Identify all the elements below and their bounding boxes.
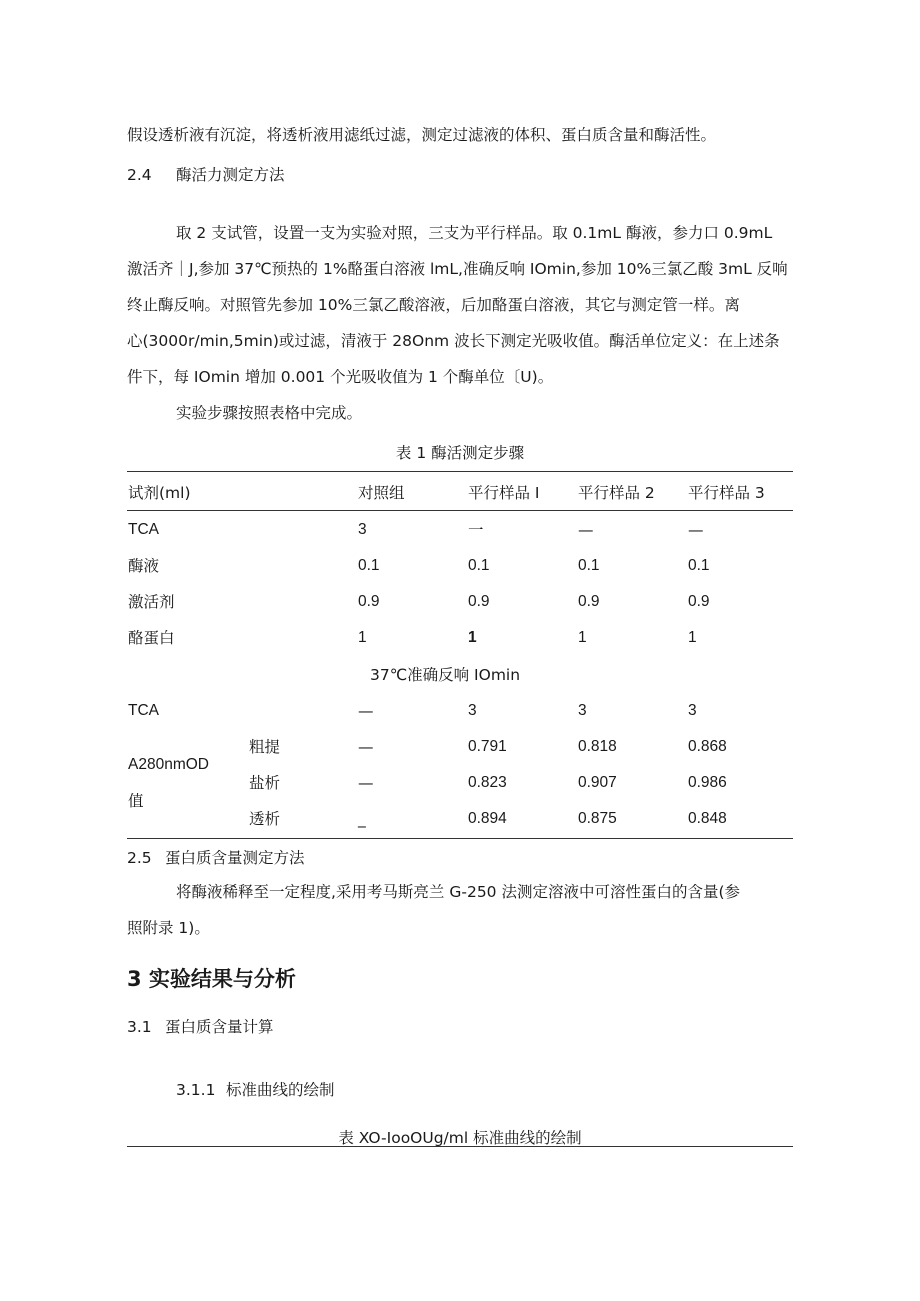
table-cell: 0.791 [468,738,507,755]
intro-line: 假设透析液有沉淀，将透析液用滤纸过滤，测定过滤液的体积、蛋白质含量和酶活性。 [127,126,717,144]
paragraph-2-5 [127,881,793,953]
table-cell: — [358,774,374,792]
table-cell: 0.1 [578,557,600,574]
table-1-caption: 表 1 酶活测定步骤 [395,444,525,462]
table-cell: 0.9 [688,593,710,610]
table-cell: — [358,702,374,720]
steps-note: 实验步骤按照表格中完成。 [176,404,363,422]
table-bottom-rule [127,838,793,839]
section-3-1-title: 蛋白质含量计算 [165,1018,274,1036]
table-cell: 3 [578,702,587,719]
table-cell: 3 [468,702,477,719]
table-cell: 透析 [249,810,281,828]
table-header-cell: 试剂(ml) [128,484,191,502]
table-cell: 酶液 [128,557,160,575]
table-cell: 酪蛋白 [128,629,175,647]
table-cell: 0.9 [468,593,490,610]
table-header-cell: 平行样品 2 [578,484,655,502]
table-cell: 粗提 [249,738,281,756]
table-2-top-rule [127,1146,793,1147]
paragraph-line: 取 2 支试管，设置一支为实验对照，三支为平行样品。取 0.1mL 酶液，参力口 0.9mL [176,224,773,242]
table-cell: 0.986 [688,774,727,791]
paragraph-line: 将酶液稀释至一定程度,采用考马斯亮兰 G-250 法测定溶液中可溶性蛋白的含量(参 [176,883,741,901]
table-cell: 0.894 [468,810,507,827]
table-cell: — [578,521,594,539]
paragraph-line: 心(3000r/min,5min)或过滤，清液于 28Onm 波长下测定光吸收值。酶活单位定义：在上述条 [127,332,780,350]
paragraph-line: 激活齐｜J,参加 37℃预热的 1%酪蛋白溶液 lmL,准确反响 IOmin,参加 10%三氯乙酸 3mL 反响 [127,260,788,278]
table-cell: 0.1 [358,557,380,574]
table-cell: 1 [578,629,587,646]
table-cell: 0.907 [578,774,617,791]
table-header-rule [127,510,793,511]
table-cell: 1 [688,629,697,646]
table-cell: _ [358,810,366,828]
table-cell: 盐析 [249,774,281,792]
table-cell: 激活剂 [128,593,175,611]
table-cell: 0.9 [358,593,380,610]
table-cell: 0.1 [468,557,490,574]
section-3-1-number: 3.1 [127,1018,152,1036]
table-header-cell: 平行样品 I [468,484,540,502]
table-cell: 0.1 [688,557,710,574]
table-cell: 0.868 [688,738,727,755]
table-cell: 0.9 [578,593,600,610]
od-row-label: A280nmOD [128,756,209,773]
section-2-5-number: 2.5 [127,849,152,867]
section-2-5-title: 蛋白质含量测定方法 [165,849,305,867]
table-header-cell: 平行样品 3 [688,484,765,502]
table-cell: 1 [468,629,477,646]
table-cell: 0.875 [578,810,617,827]
table-cell: 1 [358,629,367,646]
table-cell: — [688,521,704,539]
table-2-caption: 表 XO-IooOUg/ml 标准曲线的绘制 [338,1129,582,1147]
od-row-label-suffix: 值 [128,792,144,810]
section-3-1-1-number: 3.1.1 [176,1081,216,1099]
table-cell: 0.818 [578,738,617,755]
table-cell: 3 [688,702,697,719]
table-cell: TCA [128,521,159,538]
paragraph-line: 件下，每 IOmin 增加 0.001 个光吸收值为 1 个酶单位〔U)。 [127,368,554,386]
table-top-rule [127,471,793,472]
paragraph-line: 照附录 1)。 [127,919,210,937]
table-cell: 0.848 [688,810,727,827]
chapter-3-heading: 3 实验结果与分析 [127,967,296,991]
table-cell: TCA [128,702,159,719]
table-cell: 一 [468,521,484,539]
paragraph-line: 终止酶反响。对照管先参加 10%三氯乙酸溶液，后加酪蛋白溶液，其它与测定管一样。离 [127,296,740,314]
section-3-1-1-title: 标准曲线的绘制 [226,1081,335,1099]
table-header-cell: 对照组 [358,484,405,502]
section-2-4-title: 酶活力测定方法 [176,166,285,184]
paragraph-2-4 [127,222,793,402]
table-mid-note: 37℃准确反响 IOmin [370,666,521,684]
table-cell: 0.823 [468,774,507,791]
table-cell: 3 [358,521,367,538]
table-cell: — [358,738,374,756]
section-2-4-number: 2.4 [127,166,152,184]
